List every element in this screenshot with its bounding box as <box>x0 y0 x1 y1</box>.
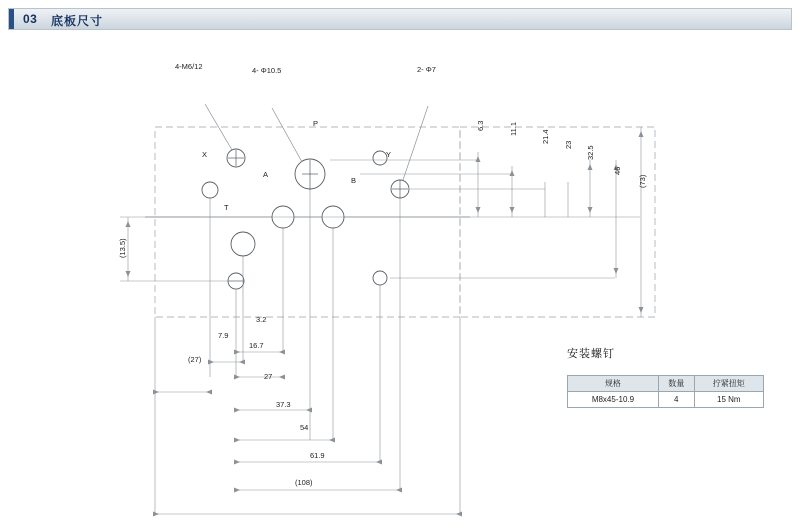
section-number: 03 <box>23 12 38 26</box>
dim-3-2: 3.2 <box>256 315 267 324</box>
cell-torque: 15 Nm <box>694 392 763 408</box>
dim-73: (73) <box>638 174 647 188</box>
dim-11-1: 11.1 <box>509 121 518 136</box>
dim-23: 23 <box>564 140 573 149</box>
dim-37-3: 37.3 <box>276 400 291 409</box>
port-label-x: X <box>202 150 208 159</box>
callout-2-phi7: 2- Φ7 <box>417 65 436 74</box>
dim-27: 27 <box>264 372 273 381</box>
dim-46: 46 <box>613 166 622 175</box>
table-header-spec: 规格 <box>568 376 659 392</box>
page-title: 底板尺寸 <box>51 14 104 28</box>
screw-table <box>567 375 764 408</box>
section-header <box>8 8 792 30</box>
port-label-b: B <box>351 176 357 185</box>
port-label-y: Y <box>386 150 392 159</box>
screw-table-title: 安装螺钉 <box>567 348 615 360</box>
dim-61-9: 61.9 <box>310 451 325 460</box>
hole-phi7-top-right <box>373 151 387 165</box>
table-header-torque: 拧紧扭矩 <box>694 376 763 392</box>
callout-4-m6-12: 4-M6/12 <box>175 62 203 71</box>
dim-6-3: 6.3 <box>476 120 485 131</box>
table-row <box>568 392 764 408</box>
dim-7-9: 7.9 <box>218 331 229 340</box>
plate-outline <box>155 127 460 317</box>
dim-21-4: 21.4 <box>541 129 550 144</box>
header-accent-bar <box>9 9 14 29</box>
dim-16-7: 16.7 <box>249 341 264 350</box>
port-label-t: T <box>224 203 229 212</box>
port-x <box>202 182 218 198</box>
cell-qty: 4 <box>658 392 694 408</box>
port-t <box>231 232 255 256</box>
dim-27-ref: (27) <box>188 355 202 364</box>
callout-4-phi10-5: 4- Φ10.5 <box>252 66 282 75</box>
baseplate-dimension-drawing <box>0 32 800 532</box>
table-header-row <box>568 376 764 392</box>
leader-2-phi7 <box>403 106 428 180</box>
dim-108: (108) <box>295 478 313 487</box>
cell-spec: M8x45-10.9 <box>568 392 659 408</box>
plate-outline-right <box>460 127 655 317</box>
dim-13-5: (13.5) <box>118 238 127 258</box>
dim-54: 54 <box>300 423 309 432</box>
port-label-a: A <box>263 170 269 179</box>
port-label-p: P <box>313 119 319 128</box>
leader-4-phi105 <box>272 108 302 162</box>
dim-32-5: 32.5 <box>586 145 595 160</box>
hole-phi7-bottom-right <box>373 271 387 285</box>
table-header-qty: 数量 <box>658 376 694 392</box>
